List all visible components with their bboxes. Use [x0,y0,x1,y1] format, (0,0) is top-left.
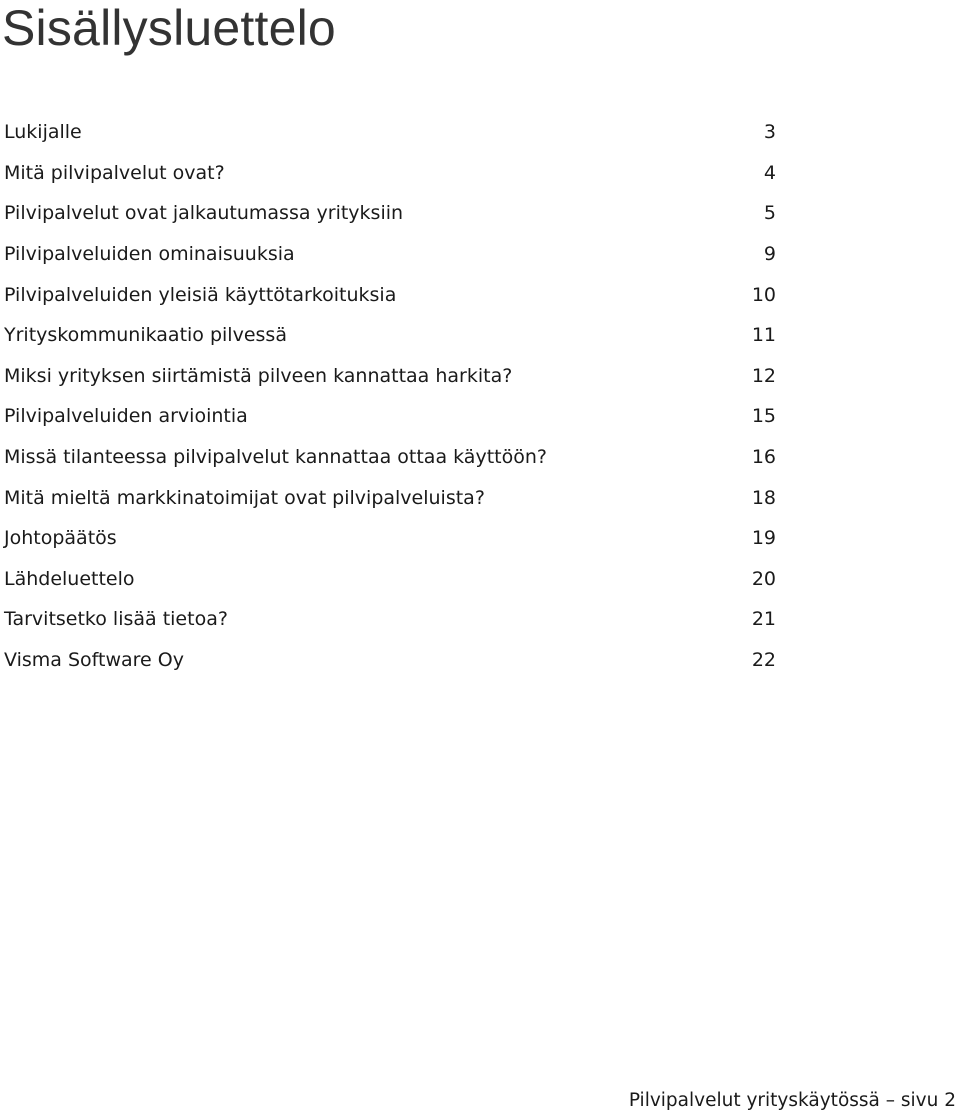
toc-entry[interactable] [4,437,776,478]
toc-entry-title: Pilvipalveluiden arviointia [4,405,248,428]
toc-entry-title: Mitä pilvipalvelut ovat? [4,161,225,184]
toc-entry[interactable] [4,274,776,315]
toc-entry-page: 20 [751,567,776,590]
toc-entry-page: 12 [751,364,776,387]
toc-entry-title: Miksi yrityksen siirtämistä pilveen kannattaa harkita? [4,364,513,387]
toc-entry-title: Lähdeluettelo [4,567,135,590]
toc-entry-title: Pilvipalvelut ovat jalkautumassa yrityksiin [4,202,404,225]
toc-entry[interactable] [4,599,776,640]
toc-entry[interactable] [4,640,776,681]
toc-entry[interactable] [4,153,776,194]
toc-entry[interactable] [4,396,776,437]
toc-entry[interactable] [4,518,776,559]
toc-entry-page: 10 [751,283,776,306]
toc-entry[interactable] [4,193,776,234]
toc-entry-page: 16 [751,446,776,469]
toc-entry-title: Pilvipalveluiden yleisiä käyttötarkoituksia [4,283,397,306]
toc-entry-page: 15 [751,405,776,428]
table-of-contents [4,112,776,680]
toc-entry-page: 19 [751,527,776,550]
toc-entry-page: 9 [763,243,776,266]
toc-entry-page: 21 [751,608,776,631]
toc-entry[interactable] [4,559,776,600]
toc-entry[interactable] [4,477,776,518]
toc-entry[interactable] [4,112,776,153]
toc-entry-page: 4 [763,161,776,184]
toc-entry-title: Tarvitsetko lisää tietoa? [4,608,228,631]
toc-entry[interactable] [4,356,776,397]
toc-entry-title: Mitä mieltä markkinatoimijat ovat pilvipalveluista? [4,486,485,509]
toc-entry-title: Lukijalle [4,121,82,144]
toc-entry[interactable] [4,315,776,356]
toc-entry-page: 18 [751,486,776,509]
toc-entry-title: Johtopäätös [4,527,117,550]
toc-entry-page: 3 [763,121,776,144]
toc-entry-title: Missä tilanteessa pilvipalvelut kannattaa ottaa käyttöön? [4,446,547,469]
page-title: Sisällysluettelo [2,0,336,56]
toc-entry-page: 5 [763,202,776,225]
page-footer: Pilvipalvelut yrityskäytössä – sivu 2 [628,1090,956,1111]
toc-entry-page: 11 [751,324,776,347]
toc-entry-title: Yrityskommunikaatio pilvessä [4,324,287,347]
toc-entry[interactable] [4,234,776,275]
toc-entry-title: Visma Software Oy [4,649,184,672]
toc-entry-title: Pilvipalveluiden ominaisuuksia [4,243,295,266]
toc-entry-page: 22 [751,649,776,672]
